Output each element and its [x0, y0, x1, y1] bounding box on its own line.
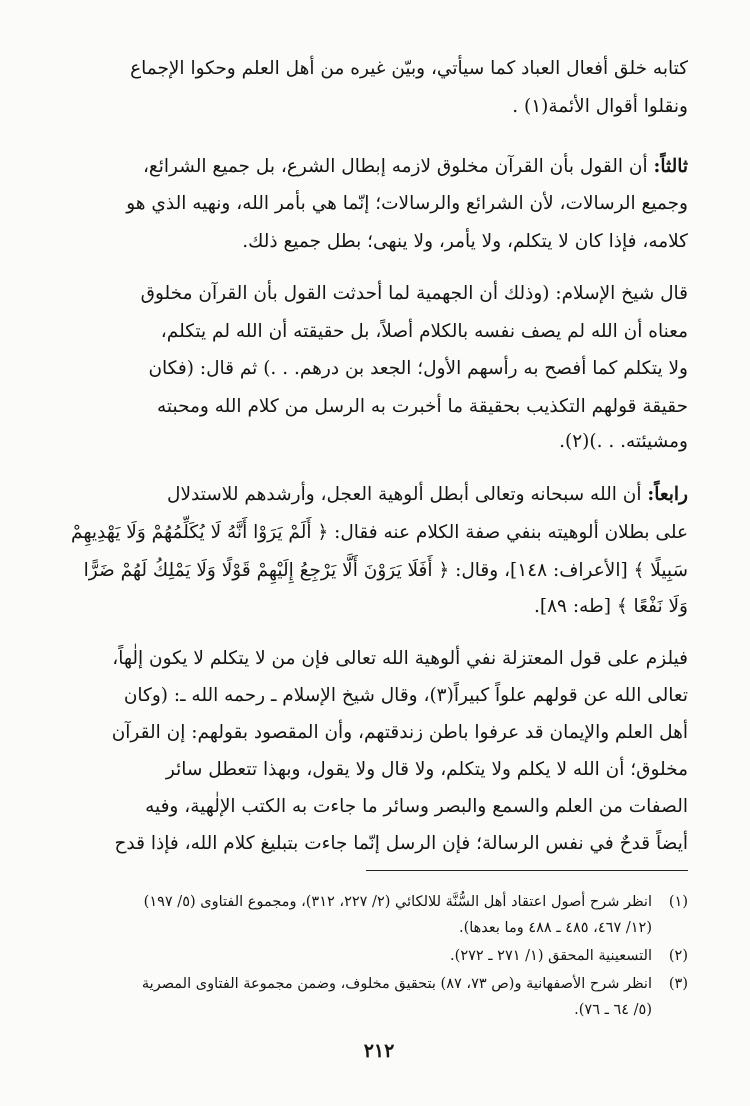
- body-text: أن الله سبحانه وتعالى أبطل ألوهية العجل، وأرشدهم للاستدلال: [167, 484, 642, 505]
- body-line: ولا يتكلم كما أفصح به رأسهم الأول؛ الجعد بن درهم. . .) ثم قال: (فكان: [148, 358, 688, 379]
- body-line: حقيقة قولهم التكذيب بحقيقة ما أخبرت به الرسل من كلام الله ومحبته: [157, 396, 688, 417]
- section-label: رابعاً:: [647, 484, 688, 505]
- body-line: قال شيخ الإسلام: (وذلك أن الجهمية لما أحدثت القول بأن القرآن مخلوق: [140, 283, 688, 304]
- footnote-text: انظر شرح أصول اعتقاد أهل السُّنَّة للالكائي (٢/ ٢٢٧، ٣١٢)، ومجموع الفتاوى (٥/ ١٩٧): [143, 894, 652, 910]
- footnote-text: التسعينية المحقق (١/ ٢٧١ ـ ٢٧٢).: [450, 948, 652, 964]
- footnote-continuation: (٥/ ٦٤ ـ ٧٦).: [574, 1002, 652, 1018]
- body-line: أهل العلم والإيمان قد عرفوا باطن زندقتهم، وأن المقصود بقولهم: إن القرآن: [111, 722, 688, 743]
- body-line: الصفات من العلم والسمع والبصر وسائر ما جاءت به الكتب الإلٰهية، وفيه: [145, 796, 688, 817]
- footnote-text: انظر شرح الأصفهانية و(ص ٧٣، ٨٧) بتحقيق مخلوف، وضمن مجموعة الفتاوى المصرية: [141, 976, 652, 992]
- body-line: كلامه، فإذا كان لا يتكلم، ولا يأمر، ولا ينهى؛ بطل جميع ذلك.: [242, 231, 688, 252]
- body-line: فيلزم على قول المعتزلة نفي ألوهية الله تعالى فإن من لا يتكلم لا يكون إلٰهاً،: [112, 648, 688, 669]
- body-text: أن القول بأن القرآن مخلوق لازمه إبطال الشرع، بل جميع الشرائع،: [142, 156, 648, 177]
- footnote: [70, 942, 688, 970]
- body-line: مخلوق؛ أن الله لا يكلم ولا يتكلم، ولا قال ولا يقول، وبهذا تتعطل سائر: [165, 759, 688, 780]
- quran-line: على بطلان ألوهيته بنفي صفة الكلام عنه فقال: ﴿ أَلَمْ يَرَوْا أَنَّهُ لَا يُكَلِّمُهُمْ وَلَا يَهْدِيهِمْ: [71, 522, 688, 543]
- body-line: [70, 148, 688, 186]
- body-line: [70, 476, 688, 514]
- body-line: معناه أن الله لم يصف نفسه بالكلام أصلاً، بل حقيقته أن الله لم يتكلم،: [160, 321, 688, 342]
- footnote-separator: [366, 870, 688, 871]
- footnote-number: (٢): [668, 948, 688, 964]
- footnote-number: (٣): [668, 976, 688, 992]
- body-line: كتابه خلق أفعال العباد كما سيأتي، وبيّن غيره من أهل العلم وحكوا الإجماع: [130, 58, 688, 79]
- body-line: ومشيئته. . .)(٢).: [559, 431, 688, 452]
- footnote-number: (١): [668, 894, 688, 910]
- quran-line: سَبِيلًا ﴾ [الأعراف: ١٤٨]، وقال: ﴿ أَفَلَا يَرَوْنَ أَلَّا يَرْجِعُ إِلَيْهِمْ قَوْلًا وَلَا يَمْلِكُ لَهُمْ ضَرًّا: [83, 560, 688, 581]
- footnote: [70, 888, 688, 916]
- quran-line: وَلَا نَفْعًا ﴾ [طه: ٨٩].: [534, 596, 688, 617]
- footnote: [70, 970, 688, 998]
- section-label: ثالثاً:: [653, 156, 688, 177]
- body-line: ونقلوا أقوال الأئمة(١) .: [512, 96, 688, 117]
- page-number: ٢١٢: [363, 1040, 395, 1062]
- body-line: وجميع الرسالات، لأن الشرائع والرسالات؛ إنّما هي بأمر الله، ونهيه الذي هو: [126, 193, 688, 214]
- book-page: [70, 40, 688, 1080]
- body-line: تعالى الله عن قولهم علواً كبيراً(٣)، وقال شيخ الإسلام ـ رحمه الله ـ: (وكان: [123, 685, 688, 706]
- body-line: أيضاً قدحٌ في نفس الرسالة؛ فإن الرسل إنّما جاءت بتبليغ كلام الله، فإذا قدح: [114, 833, 688, 854]
- footnote-continuation: (١٢/ ٤٦٧، ٤٨٥ ـ ٤٨٨ وما بعدها).: [458, 920, 652, 936]
